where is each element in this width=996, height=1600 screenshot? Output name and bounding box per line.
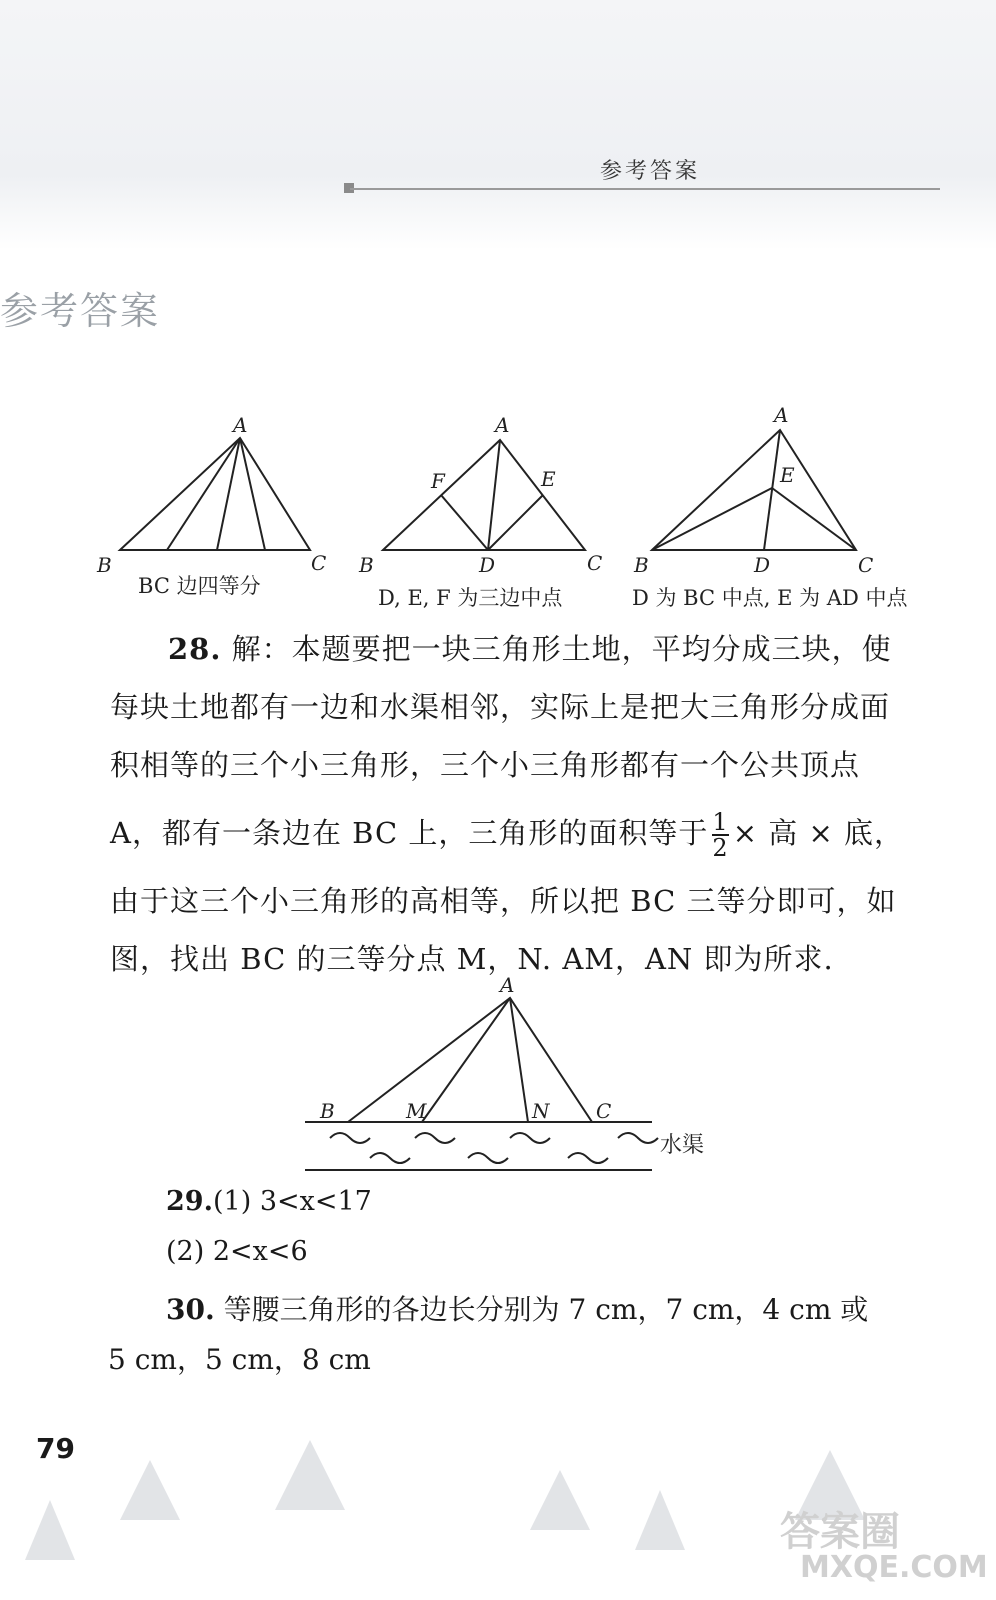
label-b: B <box>97 553 112 577</box>
label-a: A <box>500 973 515 997</box>
watermark-logo: 答案圈 <box>780 1509 900 1555</box>
section-title: 参考答案 <box>0 289 161 333</box>
text-line: 等腰三角形的各边长分别为 7 cm，7 cm，4 cm 或 <box>223 1293 869 1326</box>
question-number: 30. <box>166 1293 215 1326</box>
label-c: C <box>587 551 603 575</box>
label-n: N <box>532 1099 550 1123</box>
figure-caption-2: D, E, F 为三边中点 <box>378 586 563 610</box>
answer-28 <box>110 620 930 988</box>
label-b: B <box>359 553 374 577</box>
text-line: (1) 3<x<17 <box>212 1186 372 1217</box>
label-m: M <box>406 1099 427 1123</box>
figure-quartered-triangle <box>95 410 345 580</box>
answer-29-part2: (2) 2<x<6 <box>166 1236 308 1267</box>
figure-median-triangle <box>630 400 920 580</box>
label-c: C <box>858 553 874 577</box>
label-c: C <box>311 551 327 575</box>
label-b: B <box>320 1099 335 1123</box>
figure-midpoints-triangle <box>355 410 615 580</box>
text-line: 图，找出 BC 的三等分点 M，N. AM，AN 即为所求. <box>110 942 834 976</box>
header-band <box>0 0 996 250</box>
text-line: 由于这三个小三角形的高相等，所以把 BC 三等分即可，如 <box>110 884 897 918</box>
label-b: B <box>634 553 649 577</box>
watermark-url: MXQE.COM <box>800 1550 988 1585</box>
fraction-denominator: 2 <box>712 834 729 862</box>
text-line: 积相等的三个小三角形，三个小三角形都有一个公共顶点 <box>110 748 861 782</box>
text-line: 解：本题要把一块三角形土地，平均分成三块，使 <box>231 632 892 666</box>
text-line: A，都有一条边在 BC 上，三角形的面积等于 <box>110 816 709 850</box>
fraction-numerator: 1 <box>712 808 729 836</box>
question-number: 29. <box>166 1186 213 1217</box>
running-head: 参考答案 <box>600 159 701 184</box>
fraction-half <box>712 810 728 860</box>
label-e: E <box>780 463 795 487</box>
label-d: D <box>479 553 496 577</box>
label-a: A <box>495 413 510 437</box>
answer-29-part1 <box>166 1186 372 1217</box>
text-line: 每块土地都有一边和水渠相邻，实际上是把大三角形分成面 <box>110 690 891 724</box>
text-line: × 高 × 底， <box>732 816 904 850</box>
canal-label: 水渠 <box>660 1133 705 1158</box>
header-rule <box>350 188 940 190</box>
figure-caption-1: BC 边四等分 <box>138 574 261 598</box>
label-c: C <box>596 1099 612 1123</box>
label-a: A <box>774 403 789 427</box>
page-number: 79 <box>36 1432 75 1465</box>
question-number: 28. <box>168 632 222 666</box>
label-a: A <box>233 413 248 437</box>
label-e: E <box>541 467 556 491</box>
figure-canal-triangle <box>300 970 740 1180</box>
figure-caption-3: D 为 BC 中点, E 为 AD 中点 <box>632 586 908 610</box>
label-d: D <box>754 553 771 577</box>
label-f: F <box>431 469 445 493</box>
answer-30-cont: 5 cm，5 cm，8 cm <box>108 1343 371 1376</box>
answer-30 <box>166 1288 868 1328</box>
